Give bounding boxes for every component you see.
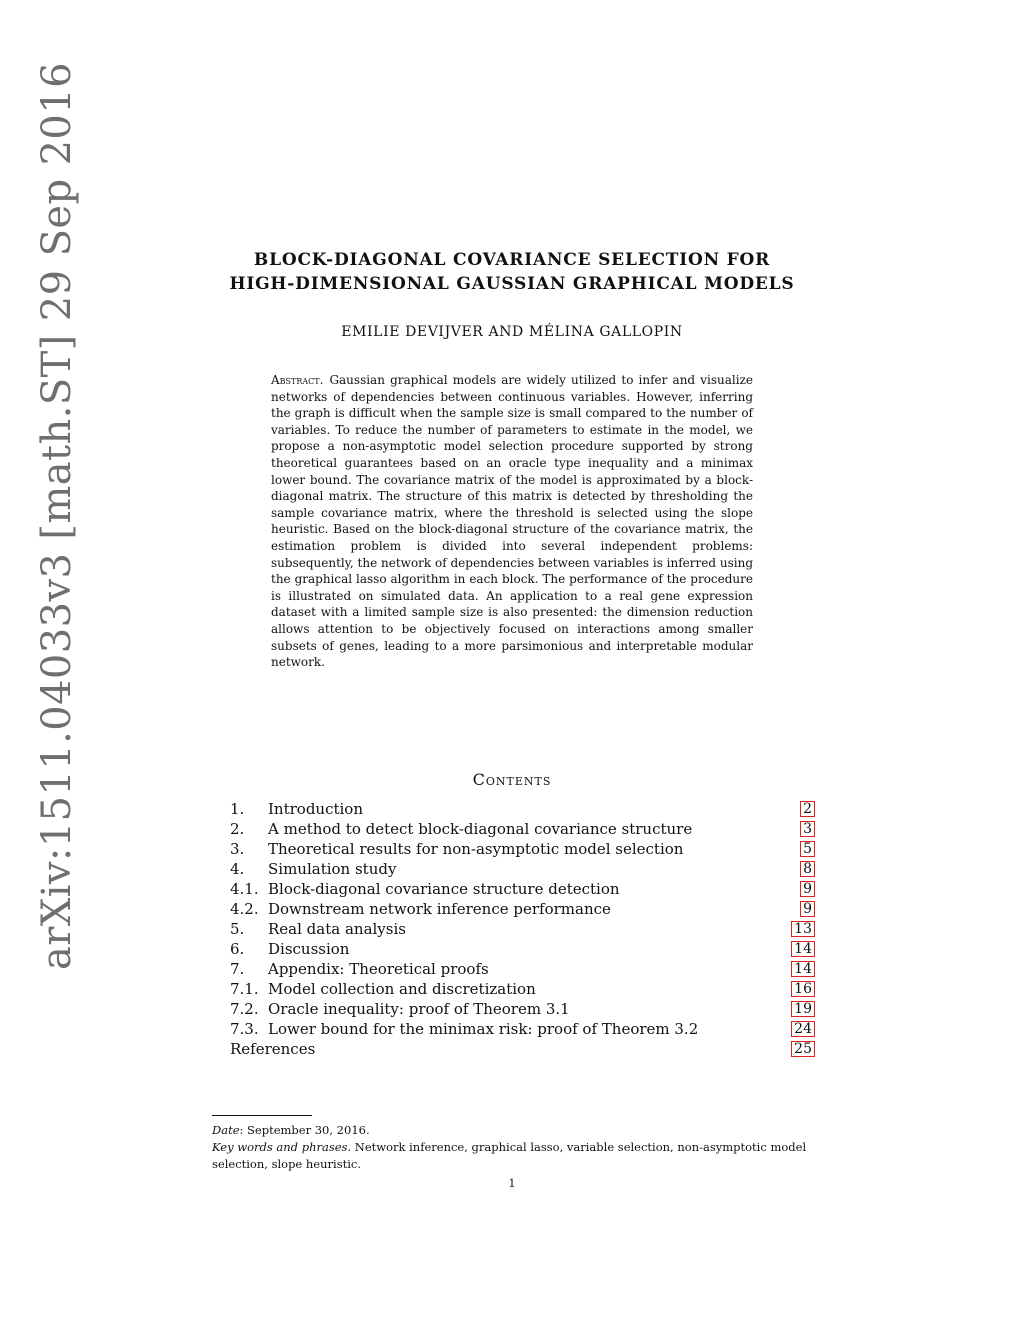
toc-entry[interactable]	[230, 999, 815, 1019]
title-line-2: HIGH-DIMENSIONAL GAUSSIAN GRAPHICAL MODELS	[229, 274, 795, 294]
abstract	[271, 372, 753, 671]
abstract-text: Gaussian graphical models are widely utilized to infer and visualize networks of dependencies between continuous variables. However, inferring the graph is difficult when the sample size is small compared to the number of variables. To reduce the number of parameters to estimate in the model, we propose a non-asymptotic model selection procedure supported by strong theoretical guarantees based on an oracle type inequality and a minimax lower bound. The covariance matrix of the model is approximated by a block-diagonal matrix. The structure of this matrix is detected by thresholding the sample covariance matrix, where the threshold is selected using the slope heuristic. Based on the block-diagonal structure of the covariance matrix, the estimation problem is divided into several independent problems: subsequently, the network of dependencies between variables is inferred using the graphical lasso algorithm in each block. The performance of the procedure is illustrated on simulated data. An application to a real gene expression dataset with a limited sample size is also presented: the dimension reduction allows attention to be objectively focused on interactions among smaller subsets of genes, leading to a more parsimonious and interpretable modular network.	[271, 373, 753, 670]
toc-page-link[interactable]: 13	[791, 921, 815, 937]
toc-entry-label: 7. Appendix: Theoretical proofs	[230, 960, 489, 978]
toc-entry-label: References	[230, 1040, 316, 1058]
toc-entry[interactable]	[230, 979, 815, 999]
toc-page-link[interactable]: 14	[791, 941, 815, 957]
toc-page-link[interactable]: 16	[791, 981, 815, 997]
toc-entry-label: 5. Real data analysis	[230, 920, 406, 938]
toc-entry-label: 2. A method to detect block-diagonal covariance structure	[230, 820, 693, 838]
toc-page-link[interactable]: 19	[791, 1001, 815, 1017]
paper-authors: EMILIE DEVIJVER AND MÉLINA GALLOPIN	[341, 324, 683, 340]
toc-entry[interactable]	[230, 859, 815, 879]
date-value: : September 30, 2016.	[239, 1123, 370, 1137]
date-footnote	[212, 1122, 817, 1139]
toc-page-link[interactable]: 2	[800, 801, 815, 817]
toc-entry[interactable]	[230, 839, 815, 859]
paper-title	[192, 248, 832, 296]
toc-entry-label: 4. Simulation study	[230, 860, 397, 878]
keywords-footnote	[212, 1139, 817, 1173]
table-of-contents	[230, 799, 815, 1059]
keywords-label: Key words and phrases.	[212, 1140, 352, 1154]
toc-entry-label: 4.2. Downstream network inference performance	[230, 900, 611, 918]
page-number: 1	[508, 1177, 516, 1190]
toc-page-link[interactable]: 3	[800, 821, 815, 837]
date-label: Date	[212, 1123, 240, 1137]
toc-entry[interactable]	[230, 959, 815, 979]
arxiv-identifier-stamp: arXiv:1511.04033v3 [math.ST] 29 Sep 2016	[34, 62, 80, 970]
toc-entry[interactable]	[230, 919, 815, 939]
toc-page-link[interactable]: 25	[791, 1041, 815, 1057]
toc-entry-label: 7.2. Oracle inequality: proof of Theorem 3.1	[230, 1000, 570, 1018]
toc-entry-label: 7.1. Model collection and discretization	[230, 980, 536, 998]
toc-page-link[interactable]: 24	[791, 1021, 815, 1037]
toc-entry-label: 7.3. Lower bound for the minimax risk: proof of Theorem 3.2	[230, 1020, 699, 1038]
toc-entry-label: 3. Theoretical results for non-asymptotic model selection	[230, 840, 684, 858]
toc-entry[interactable]	[230, 879, 815, 899]
footnote-divider	[212, 1115, 312, 1116]
keywords-value: Network inference, graphical lasso, variable selection, non-asymptotic model selection, slope heuristic.	[212, 1140, 807, 1171]
toc-entry-label: 6. Discussion	[230, 940, 350, 958]
contents-heading: Contents	[472, 770, 552, 789]
toc-entry[interactable]	[230, 1019, 815, 1039]
toc-entry[interactable]	[230, 899, 815, 919]
toc-page-link[interactable]: 14	[791, 961, 815, 977]
toc-entry[interactable]	[230, 939, 815, 959]
toc-entry-label: 4.1. Block-diagonal covariance structure detection	[230, 880, 620, 898]
toc-entry[interactable]	[230, 799, 815, 819]
toc-entry[interactable]	[230, 819, 815, 839]
toc-page-link[interactable]: 8	[800, 861, 815, 877]
toc-entry[interactable]	[230, 1039, 815, 1059]
abstract-label: Abstract.	[271, 373, 324, 387]
toc-page-link[interactable]: 9	[800, 901, 815, 917]
toc-entry-label: 1. Introduction	[230, 800, 363, 818]
footnotes	[212, 1122, 817, 1173]
toc-page-link[interactable]: 9	[800, 881, 815, 897]
title-line-1: BLOCK-DIAGONAL COVARIANCE SELECTION FOR	[253, 250, 771, 270]
toc-page-link[interactable]: 5	[800, 841, 815, 857]
